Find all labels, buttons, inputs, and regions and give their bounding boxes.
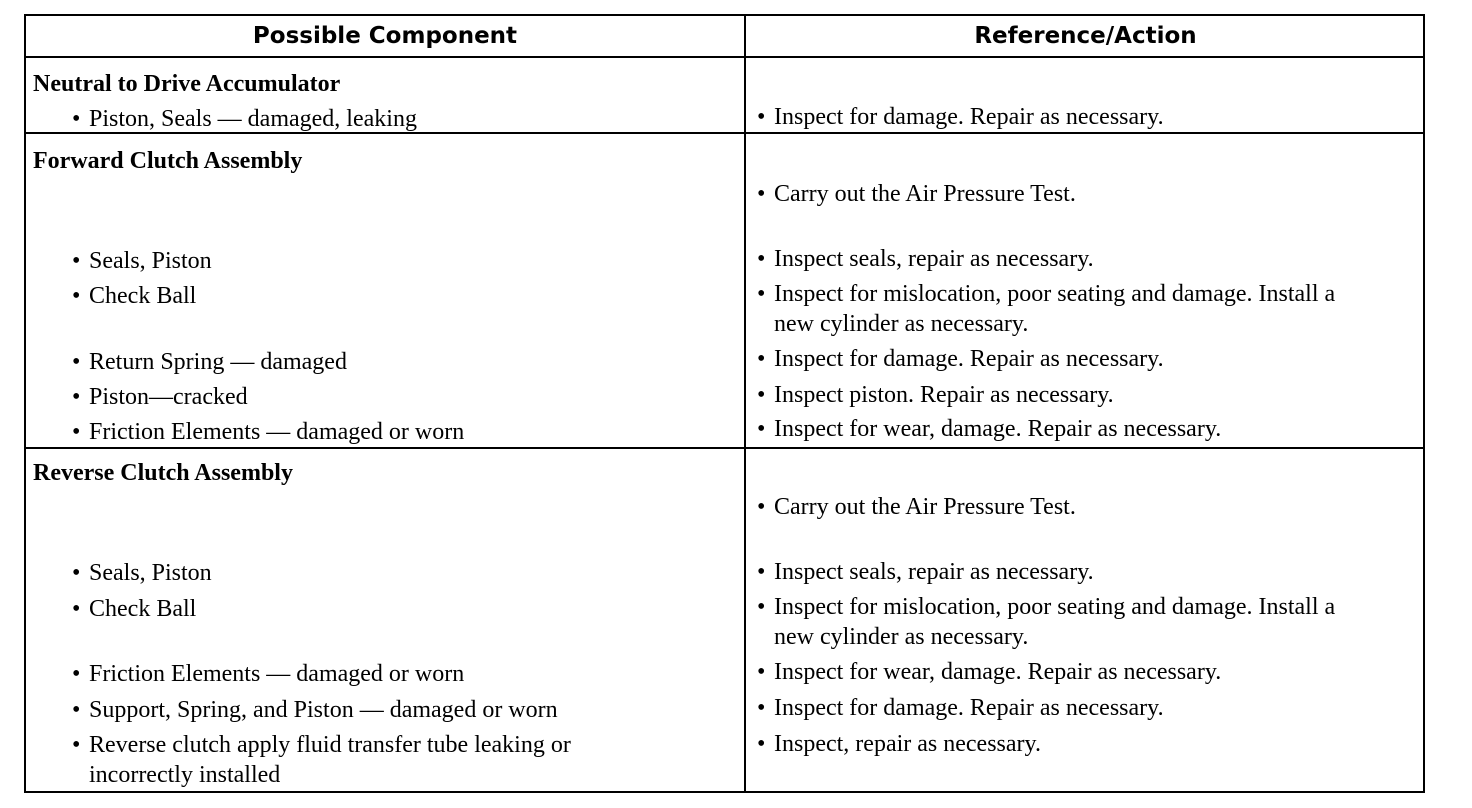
component-item: • Seals, Piston (89, 246, 212, 276)
component-item: • Piston—cracked (89, 382, 248, 412)
action-item: • Carry out the Air Pressure Test. (774, 492, 1076, 522)
action-item: • Inspect for wear, damage. Repair as necessary. (774, 657, 1221, 687)
component-item: • Return Spring — damaged (89, 347, 347, 377)
component-item: • Reverse clutch apply fluid transfer tube leaking or (89, 730, 571, 760)
section-title: Forward Clutch Assembly (33, 148, 303, 174)
header-reference-action: Reference/Action (974, 23, 1197, 49)
component-item: • Check Ball (89, 281, 196, 311)
header-possible-component: Possible Component (252, 23, 518, 49)
component-item: • Friction Elements — damaged or worn (89, 659, 464, 689)
action-item: • Inspect for damage. Repair as necessary. (774, 693, 1164, 723)
component-item-continuation: incorrectly installed (89, 762, 281, 788)
action-item: • Inspect seals, repair as necessary. (774, 557, 1094, 587)
section-divider-2 (26, 447, 1423, 449)
action-item: • Inspect for wear, damage. Repair as necessary. (774, 414, 1221, 444)
action-item-continuation: new cylinder as necessary. (774, 624, 1029, 650)
action-item-continuation: new cylinder as necessary. (774, 311, 1029, 337)
component-item: • Piston, Seals — damaged, leaking (89, 104, 417, 134)
action-item: • Inspect for mislocation, poor seating and damage. Install a (774, 592, 1335, 622)
section-title: Neutral to Drive Accumulator (33, 71, 341, 97)
action-item: • Inspect for damage. Repair as necessary. (774, 102, 1164, 132)
action-item: • Inspect for mislocation, poor seating and damage. Install a (774, 279, 1335, 309)
section-title: Reverse Clutch Assembly (33, 460, 293, 486)
component-item: • Check Ball (89, 594, 196, 624)
diagnosis-table (24, 14, 1425, 793)
component-item: • Support, Spring, and Piston — damaged or worn (89, 695, 558, 725)
action-item: • Inspect, repair as necessary. (774, 729, 1041, 759)
action-item: • Inspect piston. Repair as necessary. (774, 380, 1114, 410)
action-item: • Inspect seals, repair as necessary. (774, 244, 1094, 274)
header-divider (26, 56, 1423, 58)
component-item: • Friction Elements — damaged or worn (89, 417, 464, 447)
component-item: • Seals, Piston (89, 558, 212, 588)
action-item: • Carry out the Air Pressure Test. (774, 179, 1076, 209)
action-item: • Inspect for damage. Repair as necessary. (774, 344, 1164, 374)
